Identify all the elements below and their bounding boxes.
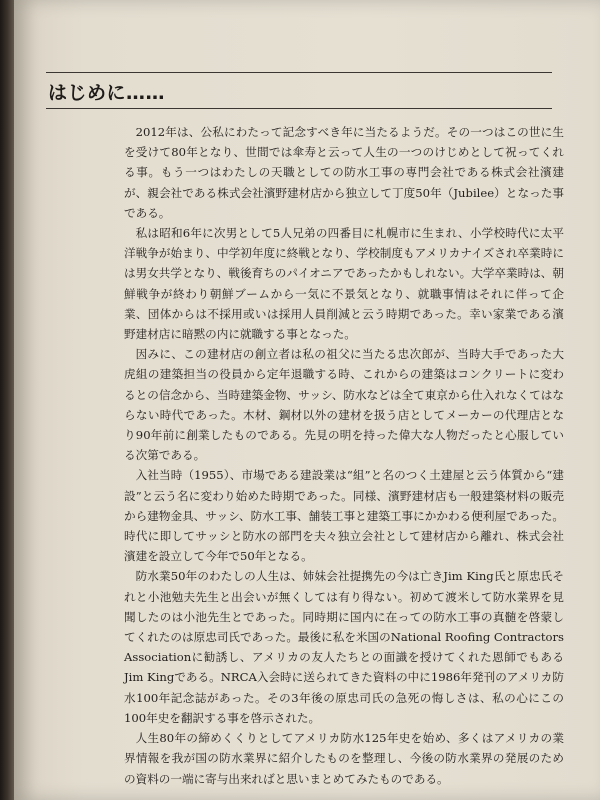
heading-bottom-rule <box>46 108 552 109</box>
body-text <box>124 122 564 789</box>
paragraph-3: 因みに、この建材店の創立者は私の祖父に当たる忠次郎が、当時大手であった大虎組の建築担当の役員から定年退職する時、これからの建築はコンクリートに変わるとの信念から、当時建築金物、サッシ、防水などは全て東京から仕入れなくてはならない時代であった。木材、鋼材以外の建材を扱う店としてメーカーの代理店となり90年前に創業したものである。先見の明を持った偉大な人物だったと心服している次第である。 <box>124 347 564 463</box>
paragraph-2: 私は昭和6年に次男として5人兄弟の四番目に札幌市に生まれ、小学校時代に太平洋戦争が始まり、中学初年度に終戦となり、学校制度もアメリカナイズされ卒業時には男女共学となり、戦後育ちのパイオニアであったかもしれない。大学卒業時は、朝鮮戦争が終わり朝鮮ブームから一気に不景気となり、就職事情はそれに伴って企業、団体からは不採用或いは採用人員削減と云う時期であった。幸い家業である濱野建材店に暗黙の内に就職する事となった。 <box>124 226 564 342</box>
page-heading: はじめに…… <box>48 82 166 104</box>
paragraph-1: 2012年は、公私にわたって記念すべき年に当たるようだ。その一つはこの世に生を受けて80年となり、世間では傘寿と云って人生の一つのけじめとして祝ってくれる事。もう一つはわたしの天職としての防水工事の専門会社である株式会社濱建が、親会社である株式会社濱野建材店から独立して丁度50年（Jubilee）となった事である。 <box>124 125 564 220</box>
paragraph-6: 人生80年の締めくくりとしてアメリカ防水125年史を始め、多くはアメリカの業界情報を我が国の防水業界に紹介したものを整理し、今後の防水業界の発展のための資料の一端に寄与出来ればと思いまとめてみたものである。 <box>124 731 564 786</box>
paragraph-4: 入社当時（1955）、市場である建設業は“組”と名のつく土建屋と云う体質から“建設”と云う名に変わり始めた時期であった。同様、濱野建材店も一般建築材料の販売から建物金具、サッシ、防水工事、舗装工事と建築工事にかかわる便利屋であった。時代に即してサッシと防水の部門を夫々独立会社として建材店から離れ、株式会社濱建を設立して今年で50年となる。 <box>124 468 564 564</box>
heading-top-rule <box>46 72 552 73</box>
paragraph-5: 防水業50年のわたしの人生は、姉妹会社提携先の今は亡きJim King氏と原忠氏それと小池勉夫先生と出会いが無くしては有り得ない。初めて渡米して防水業界を見聞したのは小池先生とであった。同時期に国内に在っての防水工事の真髄を啓蒙してくれたのは原忠司氏であった。最後に私を米国のNational Roofing Contractors Associationに勧誘し、アメリカの友人たちとの面識を授けてくれた恩師でもあるJim Kingである。NRCA入会時に送られてきた資料の中に1986年発刊のアメリカ防水100年記念誌があった。その3年後の原忠司氏の急死の悔しさは、私の心にこの100年史を翻訳する事を啓示された。 <box>124 569 564 725</box>
